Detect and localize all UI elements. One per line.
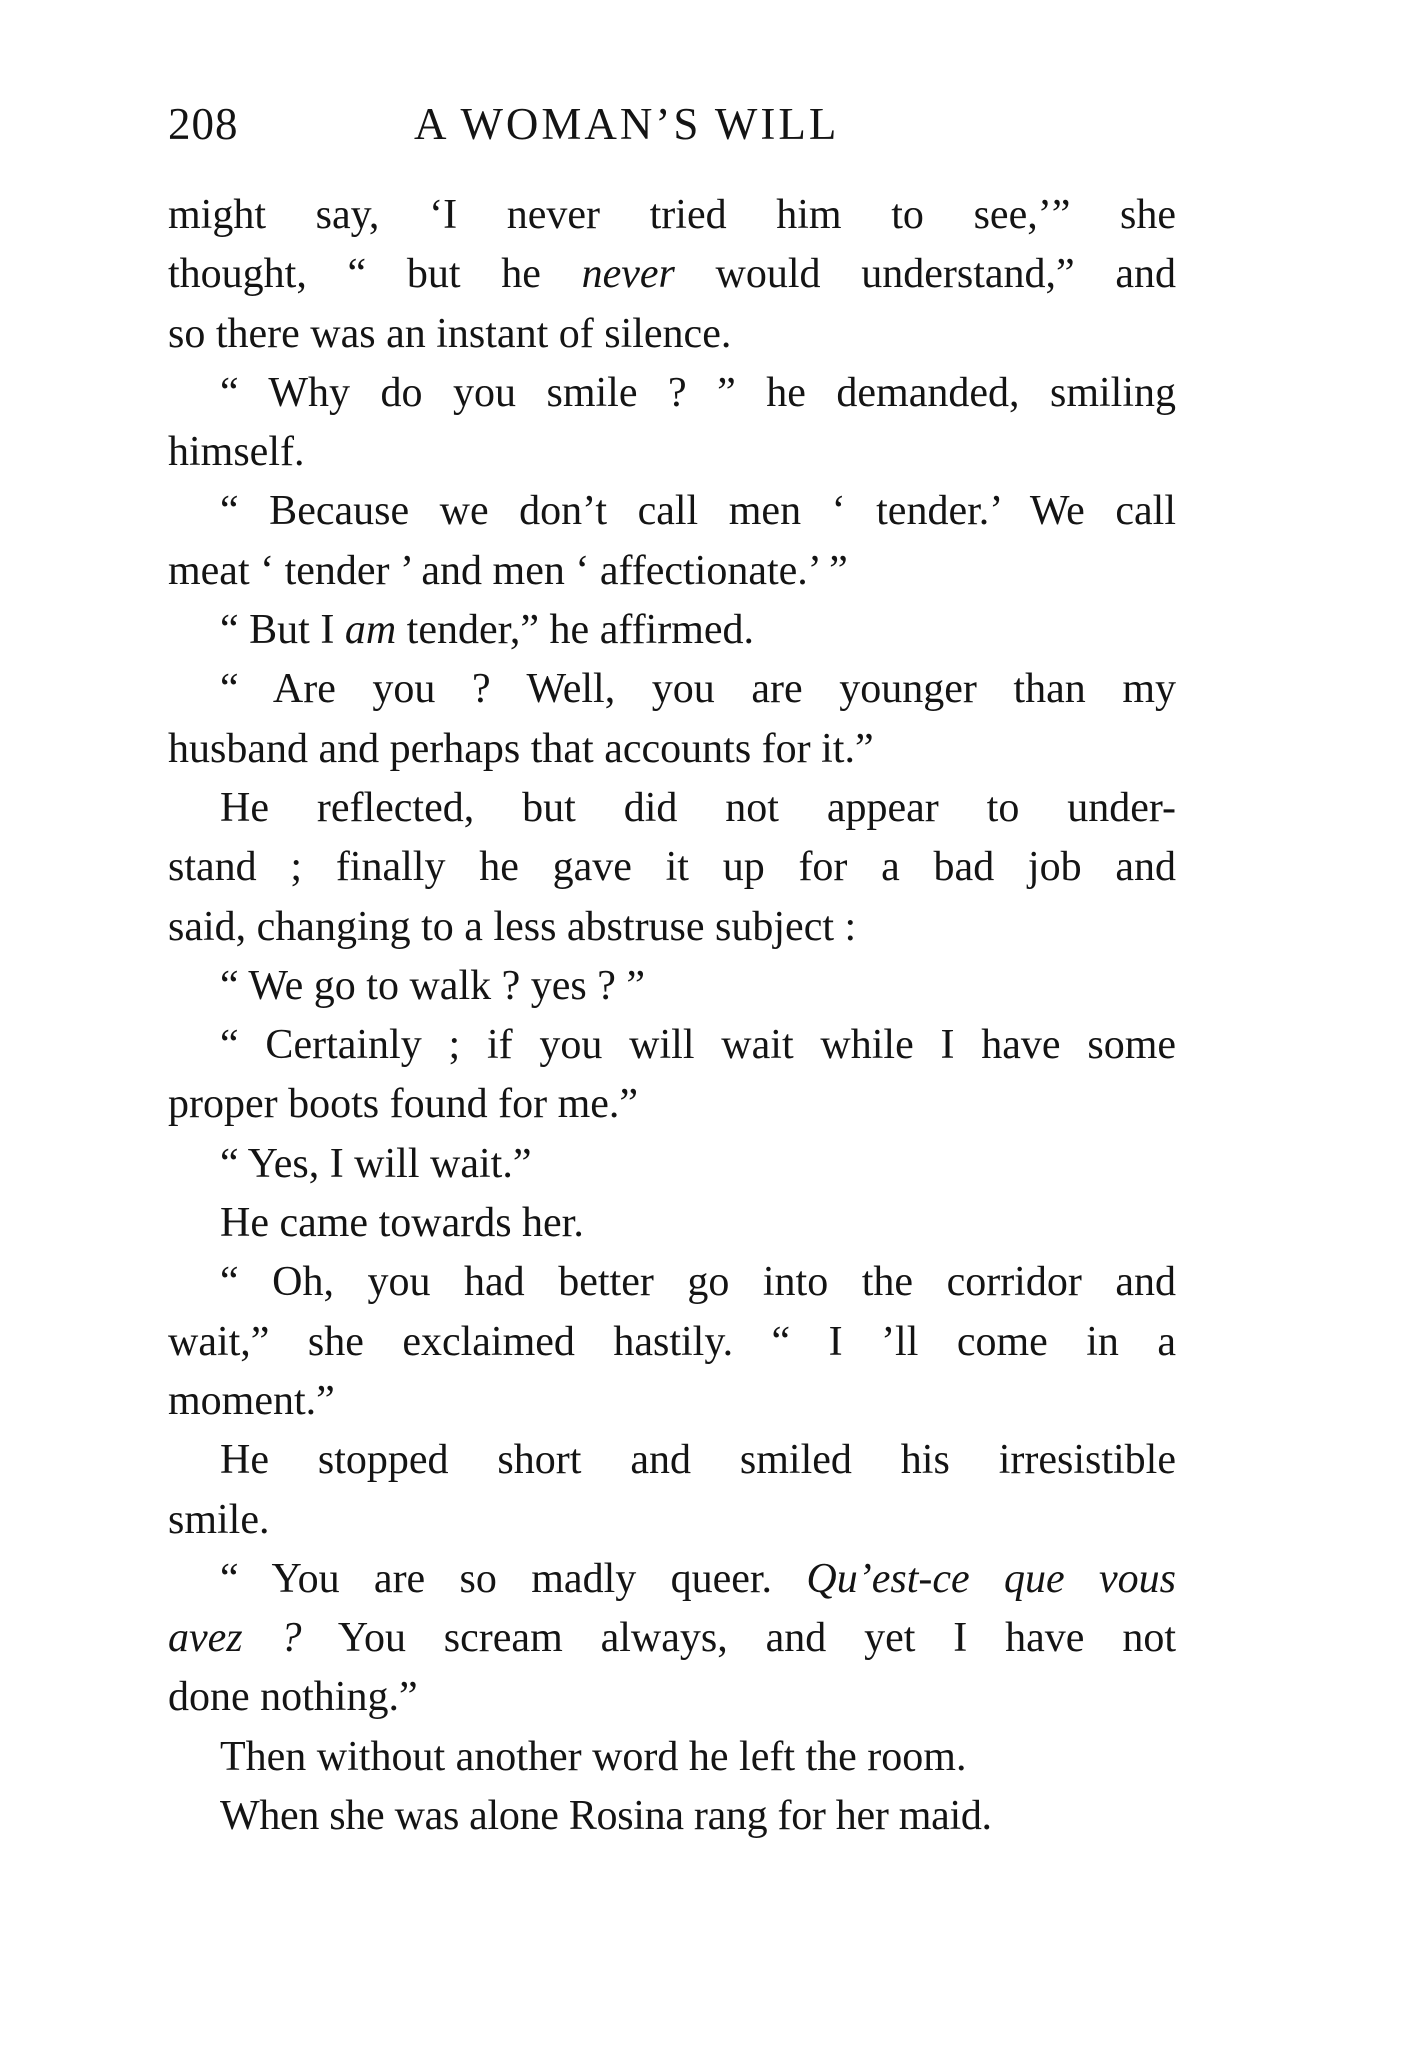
text-line <box>168 957 1176 1016</box>
text-line <box>168 838 1176 897</box>
text-segment: said, changing to a less abstruse subject : <box>168 903 857 950</box>
italic-text: never <box>581 251 675 298</box>
text-segment: “ We go to walk ? yes ? ” <box>220 962 646 1009</box>
text-segment: “ Are you ? Well, you are younger than my <box>220 666 1176 713</box>
text-segment: would understand,” and <box>674 251 1176 298</box>
text-line <box>168 482 1176 541</box>
text-line <box>168 1609 1176 1668</box>
text-segment: You scream always, and yet I have not <box>301 1615 1176 1662</box>
text-segment: wait,” she exclaimed hastily. “ I ’ll come in a <box>168 1318 1176 1365</box>
text-segment: stand ; finally he gave it up for a bad job and <box>168 844 1176 891</box>
text-segment: Then without another word he left the room. <box>220 1733 967 1780</box>
text-line <box>168 245 1176 304</box>
text-segment: proper boots found for me.” <box>168 1081 639 1128</box>
text-line <box>168 305 1176 364</box>
text-segment: “ Certainly ; if you will wait while I have some <box>220 1022 1176 1069</box>
text-segment: When she was alone Rosina rang for her maid. <box>220 1793 992 1840</box>
text-line <box>168 1372 1176 1431</box>
text-segment: “ You are so madly queer. <box>220 1555 807 1602</box>
text-line <box>168 364 1176 423</box>
text-segment: husband and perhaps that accounts for it.” <box>168 725 874 772</box>
text-segment: “ Yes, I will wait.” <box>220 1140 532 1187</box>
text-line <box>168 1016 1176 1075</box>
text-segment: “ But I <box>220 607 345 654</box>
text-segment: done nothing.” <box>168 1674 418 1721</box>
text-line <box>168 1313 1176 1372</box>
text-line <box>168 542 1176 601</box>
text-line <box>168 660 1176 719</box>
text-line <box>168 1668 1176 1727</box>
text-segment: might say, ‘I never tried him to see,’” she <box>168 192 1176 238</box>
text-segment: so there was an instant of silence. <box>168 310 732 357</box>
text-line <box>168 898 1176 957</box>
text-segment: smile. <box>168 1496 270 1543</box>
text-segment: “ Because we don’t call men ‘ tender.’ We call <box>220 488 1176 535</box>
text-segment: moment.” <box>168 1377 335 1424</box>
text-line <box>168 1075 1176 1134</box>
running-title: A WOMAN’S WILL <box>414 99 840 149</box>
text-line <box>168 1135 1176 1194</box>
text-line <box>168 1728 1176 1787</box>
text-segment: thought, “ but he <box>168 251 582 298</box>
page-header <box>168 94 1178 154</box>
italic-text: avez ? <box>168 1615 302 1662</box>
text-line <box>168 1550 1176 1609</box>
italic-text: Qu’est-ce que vous <box>806 1555 1176 1602</box>
italic-text: am <box>344 607 397 654</box>
text-line <box>168 1194 1176 1253</box>
page-number: 208 <box>168 99 239 149</box>
text-line <box>168 1253 1176 1312</box>
text-line <box>168 720 1176 779</box>
text-segment: He came towards her. <box>220 1200 584 1247</box>
body-text <box>168 186 1176 1846</box>
text-line <box>168 1431 1176 1490</box>
text-segment: “ Why do you smile ? ” he demanded, smiling <box>220 369 1176 416</box>
text-segment: himself. <box>168 429 305 476</box>
text-segment: tender,” he affirmed. <box>396 607 755 654</box>
text-line <box>168 1787 1176 1846</box>
text-line <box>168 1491 1176 1550</box>
text-segment: He stopped short and smiled his irresistible <box>220 1437 1176 1484</box>
text-segment: He reflected, but did not appear to under- <box>220 784 1176 831</box>
text-segment: meat ‘ tender ’ and men ‘ affectionate.’ ” <box>168 547 848 594</box>
text-line <box>168 186 1176 245</box>
text-line <box>168 779 1176 838</box>
text-line <box>168 601 1176 660</box>
text-line <box>168 423 1176 482</box>
text-segment: “ Oh, you had better go into the corridor and <box>220 1259 1176 1306</box>
